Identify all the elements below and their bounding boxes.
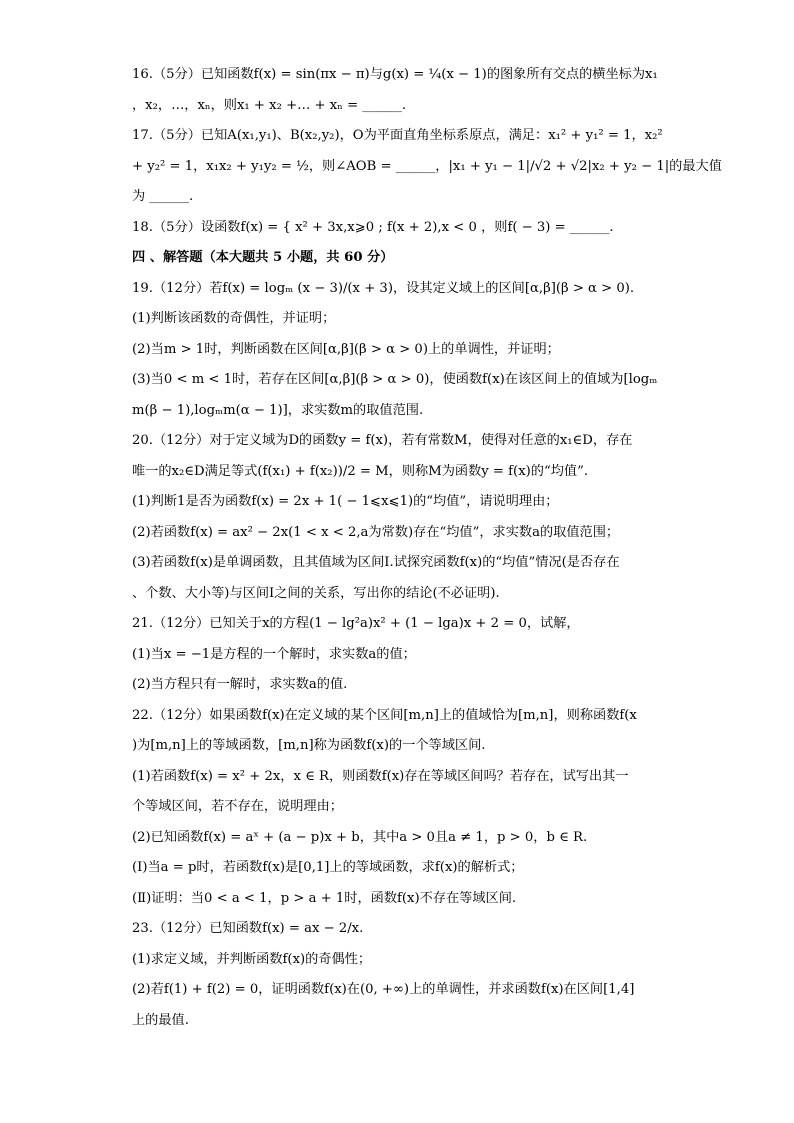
q17-line-3: 为 ______. <box>132 189 194 204</box>
q22-line-2: )为[m,n]上的等域函数，[m,n]称为函数f(x)的一个等域区间. <box>132 738 486 753</box>
q19-part-3-a: (3)当0 < m < 1时，若存在区间[α,β](β > α > 0)，使函数f(x)在该区间上的值域为[logₘ <box>132 372 658 387</box>
q20-part-3-b: 、个数、大小等)与区间I之间的关系，写出你的结论(不必证明). <box>132 585 500 601</box>
q17-line-2: + y₂² = 1，x₁x₂ + y₁y₂ = ½，则∠AOB = ______，|x₁ + y₁ − 1|/√2 + √2|x₂ + y₂ − 1|的最大值 <box>132 158 722 174</box>
q23-part-2-b: 上的最值. <box>132 1012 189 1028</box>
q23-line-1: 23.（12分）已知函数f(x) = ax − 2/x. <box>132 921 364 936</box>
q20-line-2: 唯一的x₂∈D满足等式(f(x₁) + f(x₂))/2 = M，则称M为函数y = f(x)的“均值”. <box>132 463 589 479</box>
exam-page <box>132 60 722 1036</box>
q23-part-2-a: (2)若f(1) + f(2) = 0，证明函数f(x)在(0, +∞)上的单调性，并求函数f(x)在区间[1,4] <box>132 982 635 997</box>
q22-part-1-a: (1)若函数f(x) = x² + 2x，x ∈ R，则函数f(x)存在等域区间吗？若存在，试写出其一 <box>132 768 629 784</box>
q19-part-1: (1)判断该函数的奇偶性，并证明； <box>132 311 336 326</box>
q21-part-1: (1)当x = −1是方程的一个解时，求实数a的值； <box>132 646 416 662</box>
q22-line-1: 22.（12分）如果函数f(x)在定义域的某个区间[m,n]上的值域恰为[m,n]，则称函数f(x <box>132 707 637 723</box>
section-heading: 四 、解答题（本大题共 5 小题，共 60 分） <box>132 250 394 265</box>
q16-line-2: ，x₂，…，xₙ，则x₁ + x₂ +… + xₙ = ______. <box>132 97 407 113</box>
q20-part-3-a: (3)若函数f(x)是单调函数，且其值域为区间I.试探究函数f(x)的“均值”情况(是否存在 <box>132 555 620 570</box>
q20-part-2: (2)若函数f(x) = ax² − 2x(1 < x < 2,a为常数)存在“均值”，求实数a的取值范围； <box>132 524 620 540</box>
q21-line-1: 21.（12分）已知关于x的方程(1 − lg²a)x² + (1 − lga)x + 2 = 0，试解， <box>132 616 580 631</box>
q19-part-3-b: m(β − 1),logₘm(α − 1)]，求实数m的取值范围. <box>132 402 424 418</box>
q22-part-2: (2)已知函数f(x) = aˣ + (a − p)x + b，其中a > 0且a ≠ 1，p > 0，b ∈ R. <box>132 829 588 845</box>
q20-part-1: (1)判断1是否为函数f(x) = 2x + 1( − 1⩽x⩽1)的“均值”，请说明理由； <box>132 494 559 509</box>
q22-part-2-i: (Ⅰ)当a = p时，若函数f(x)是[0,1]上的等域函数，求f(x)的解析式； <box>132 860 524 875</box>
q18-line-1: 18.（5分）设函数f(x) = { x² + 3x,x⩾0 ; f(x + 2),x < 0 ，则f( − 3) = ______. <box>132 219 614 235</box>
q21-part-2: (2)当方程只有一解时，求实数a的值. <box>132 677 348 692</box>
q20-line-1: 20.（12分）对于定义域为D的函数y = f(x)，若有常数M，使得对任意的x₁∈D，存在 <box>132 433 633 448</box>
q23-part-1: (1)求定义域，并判断函数f(x)的奇偶性； <box>132 951 372 967</box>
q22-part-2-ii: (Ⅱ)证明：当0 < a < 1，p > a + 1时，函数f(x)不存在等域区间. <box>132 890 517 906</box>
q16-line-1: 16.（5分）已知函数f(x) = sin(πx − π)与g(x) = ¼(x − 1)的图象所有交点的横坐标为x₁ <box>132 67 658 82</box>
q19-line-1: 19.（12分）若f(x) = logₘ (x − 3)/(x + 3)，设其定义域上的区间[α,β](β > α > 0). <box>132 280 635 296</box>
q17-line-1: 17.（5分）已知A(x₁,y₁)、B(x₂,y₂)，O为平面直角坐标系原点，满足：x₁² + y₁² = 1，x₂² <box>132 128 663 143</box>
q19-part-2: (2)当m > 1时，判断函数在区间[α,β](β > α > 0)上的单调性，并证明； <box>132 341 560 357</box>
q22-part-1-b: 个等域区间，若不存在，说明理由； <box>132 799 343 814</box>
